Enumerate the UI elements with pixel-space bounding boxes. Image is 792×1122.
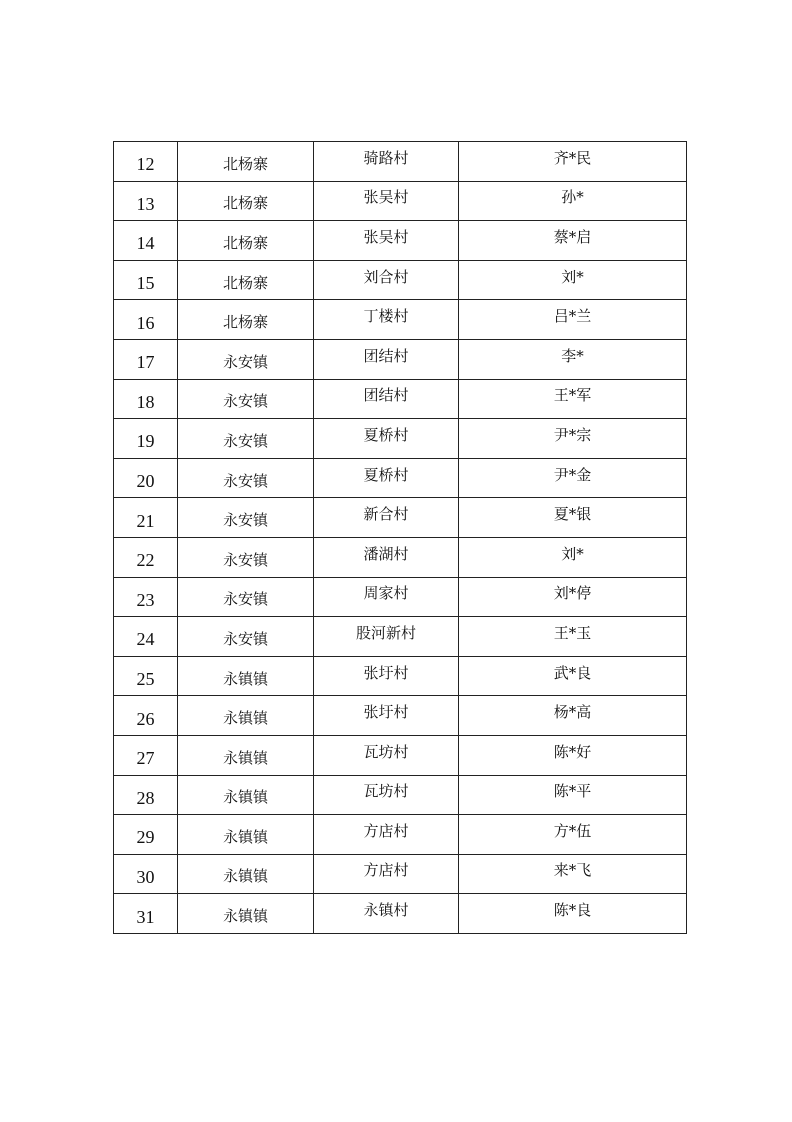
village-cell: 瓦坊村 <box>314 735 459 775</box>
town-cell: 永安镇 <box>178 339 314 379</box>
table-row <box>114 775 687 815</box>
town-cell: 永镇镇 <box>178 894 314 934</box>
town-cell: 永安镇 <box>178 419 314 459</box>
town-cell: 永镇镇 <box>178 696 314 736</box>
table-row <box>114 339 687 379</box>
table-row <box>114 458 687 498</box>
town-cell: 永镇镇 <box>178 775 314 815</box>
roster-table <box>113 141 687 934</box>
row-number-cell: 22 <box>114 537 178 577</box>
person-name-cell: 夏*银 <box>459 498 687 538</box>
town-cell: 永镇镇 <box>178 656 314 696</box>
row-number-cell: 29 <box>114 815 178 855</box>
town-cell: 永安镇 <box>178 458 314 498</box>
row-number-cell: 24 <box>114 617 178 657</box>
person-name-cell: 陈*好 <box>459 735 687 775</box>
row-number-cell: 14 <box>114 221 178 261</box>
table-row <box>114 498 687 538</box>
row-number-cell: 19 <box>114 419 178 459</box>
table-row <box>114 894 687 934</box>
person-name-cell: 陈*良 <box>459 894 687 934</box>
village-cell: 周家村 <box>314 577 459 617</box>
table-row <box>114 656 687 696</box>
person-name-cell: 齐*民 <box>459 142 687 182</box>
town-cell: 北杨寨 <box>178 221 314 261</box>
village-cell: 夏桥村 <box>314 458 459 498</box>
village-cell: 骑路村 <box>314 142 459 182</box>
table-row <box>114 537 687 577</box>
row-number-cell: 20 <box>114 458 178 498</box>
row-number-cell: 15 <box>114 260 178 300</box>
roster-table-body <box>114 142 687 934</box>
person-name-cell: 吕*兰 <box>459 300 687 340</box>
row-number-cell: 12 <box>114 142 178 182</box>
person-name-cell: 王*军 <box>459 379 687 419</box>
village-cell: 潘湖村 <box>314 537 459 577</box>
table-row <box>114 577 687 617</box>
row-number-cell: 25 <box>114 656 178 696</box>
table-row <box>114 221 687 261</box>
town-cell: 永安镇 <box>178 379 314 419</box>
village-cell: 永镇村 <box>314 894 459 934</box>
person-name-cell: 陈*平 <box>459 775 687 815</box>
person-name-cell: 刘* <box>459 260 687 300</box>
village-cell: 瓦坊村 <box>314 775 459 815</box>
village-cell: 刘合村 <box>314 260 459 300</box>
person-name-cell: 王*玉 <box>459 617 687 657</box>
village-cell: 方店村 <box>314 854 459 894</box>
row-number-cell: 26 <box>114 696 178 736</box>
town-cell: 北杨寨 <box>178 142 314 182</box>
town-cell: 北杨寨 <box>178 300 314 340</box>
town-cell: 永安镇 <box>178 498 314 538</box>
person-name-cell: 刘* <box>459 537 687 577</box>
table-row <box>114 735 687 775</box>
person-name-cell: 杨*高 <box>459 696 687 736</box>
village-cell: 团结村 <box>314 379 459 419</box>
row-number-cell: 16 <box>114 300 178 340</box>
town-cell: 永镇镇 <box>178 854 314 894</box>
town-cell: 北杨寨 <box>178 260 314 300</box>
village-cell: 团结村 <box>314 339 459 379</box>
row-number-cell: 18 <box>114 379 178 419</box>
table-row <box>114 696 687 736</box>
village-cell: 张吴村 <box>314 221 459 261</box>
person-name-cell: 李* <box>459 339 687 379</box>
table-row <box>114 260 687 300</box>
person-name-cell: 尹*金 <box>459 458 687 498</box>
table-row <box>114 300 687 340</box>
town-cell: 永安镇 <box>178 617 314 657</box>
table-row <box>114 379 687 419</box>
village-cell: 丁楼村 <box>314 300 459 340</box>
village-cell: 股河新村 <box>314 617 459 657</box>
person-name-cell: 蔡*启 <box>459 221 687 261</box>
table-row <box>114 815 687 855</box>
person-name-cell: 来*飞 <box>459 854 687 894</box>
town-cell: 永安镇 <box>178 537 314 577</box>
village-cell: 张吴村 <box>314 181 459 221</box>
row-number-cell: 17 <box>114 339 178 379</box>
person-name-cell: 刘*停 <box>459 577 687 617</box>
village-cell: 夏桥村 <box>314 419 459 459</box>
village-cell: 新合村 <box>314 498 459 538</box>
row-number-cell: 27 <box>114 735 178 775</box>
person-name-cell: 方*伍 <box>459 815 687 855</box>
row-number-cell: 31 <box>114 894 178 934</box>
person-name-cell: 尹*宗 <box>459 419 687 459</box>
town-cell: 北杨寨 <box>178 181 314 221</box>
town-cell: 永安镇 <box>178 577 314 617</box>
town-cell: 永镇镇 <box>178 815 314 855</box>
table-row <box>114 142 687 182</box>
table-row <box>114 419 687 459</box>
person-name-cell: 孙* <box>459 181 687 221</box>
village-cell: 张圩村 <box>314 656 459 696</box>
row-number-cell: 28 <box>114 775 178 815</box>
row-number-cell: 23 <box>114 577 178 617</box>
table-row <box>114 181 687 221</box>
person-name-cell: 武*良 <box>459 656 687 696</box>
town-cell: 永镇镇 <box>178 735 314 775</box>
row-number-cell: 13 <box>114 181 178 221</box>
table-row <box>114 854 687 894</box>
row-number-cell: 21 <box>114 498 178 538</box>
village-cell: 方店村 <box>314 815 459 855</box>
table-row <box>114 617 687 657</box>
village-cell: 张圩村 <box>314 696 459 736</box>
row-number-cell: 30 <box>114 854 178 894</box>
